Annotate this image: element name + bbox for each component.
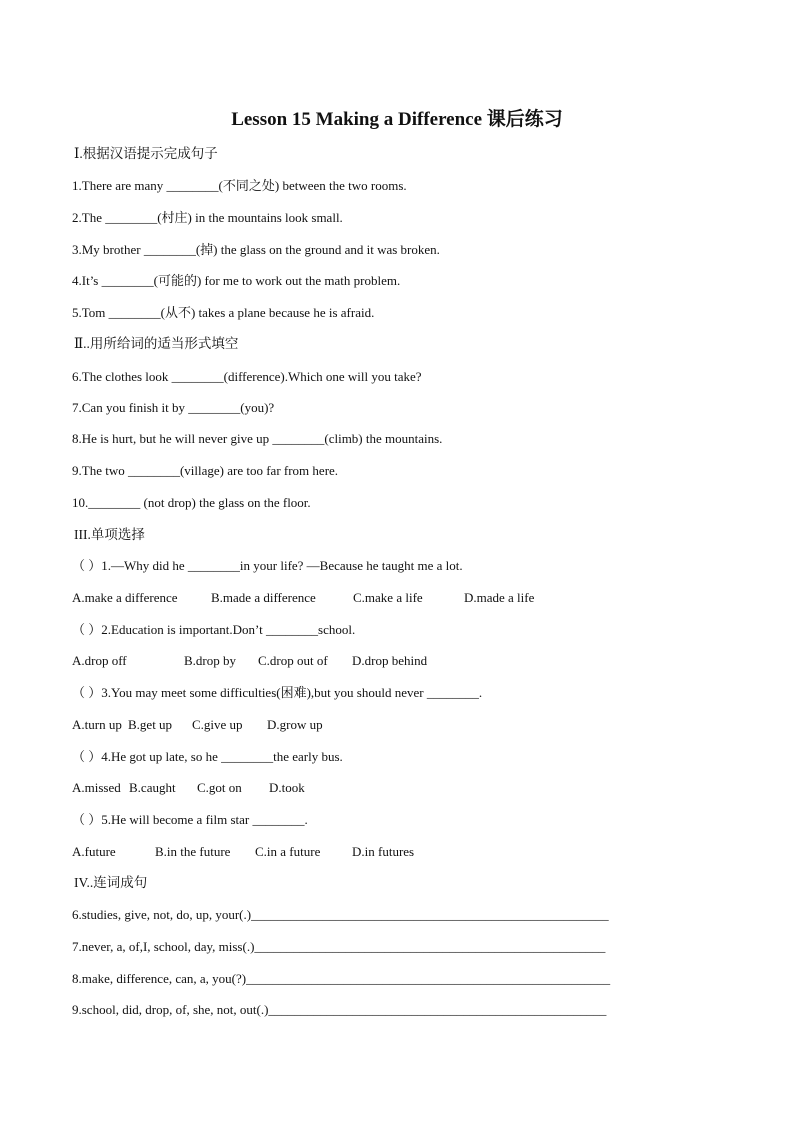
mc-options-row (72, 653, 722, 669)
section-4-item: 8.make, difference, can, a, you(?)________________________________________________________ (72, 971, 611, 986)
section-2-item: 10.________ (not drop) the glass on the floor. (72, 495, 311, 510)
mc-question: （ ）3.You may meet some difficulties(困难),but you should never ________. (72, 685, 483, 700)
mc-options-row (72, 717, 722, 733)
section-4-item: 6.studies, give, not, do, up, your(.)_______________________________________________________ (72, 907, 609, 922)
mc-option: B.made a difference (211, 590, 316, 605)
mc-option: B.drop by (184, 653, 236, 668)
mc-option: D.in futures (352, 844, 415, 859)
mc-options-row (72, 844, 722, 860)
section-4-heading: IV..连词成句 (74, 875, 148, 890)
mc-option: D.took (269, 780, 305, 795)
section-4-item: 9.school, did, drop, of, she, not, out(.)____________________________________________________ (72, 1002, 607, 1017)
mc-option: C.got on (197, 780, 242, 795)
mc-question: （ ）5.He will become a film star ________. (72, 812, 308, 827)
mc-option: A.turn up (72, 717, 122, 732)
section-2-item: 6.The clothes look ________(difference).Which one will you take? (72, 369, 422, 384)
mc-option: C.drop out of (258, 653, 328, 668)
section-1-item: 5.Tom ________(从不) takes a plane because he is afraid. (72, 305, 375, 320)
mc-option: A.future (72, 844, 116, 859)
section-1-item: 3.My brother ________(掉) the glass on the ground and it was broken. (72, 242, 440, 257)
section-2-item: 8.He is hurt, but he will never give up ________(climb) the mountains. (72, 431, 443, 446)
mc-option: A.missed (72, 780, 121, 795)
mc-option: A.drop off (72, 653, 127, 668)
section-2-item: 9.The two ________(village) are too far from here. (72, 463, 339, 478)
section-3-heading: III.单项选择 (74, 527, 145, 542)
mc-question: （ ）1.—Why did he ________in your life? —Because he taught me a lot. (72, 558, 463, 573)
mc-option: C.give up (192, 717, 243, 732)
section-1-item: 4.It’s ________(可能的) for me to work out the math problem. (72, 273, 401, 288)
mc-option: A.make a difference (72, 590, 178, 605)
mc-option: B.in the future (155, 844, 231, 859)
mc-option: C.make a life (353, 590, 423, 605)
mc-option: D.grow up (267, 717, 323, 732)
mc-option: B.caught (129, 780, 176, 795)
page-title: Lesson 15 Making a Difference 课后练习 (231, 109, 563, 130)
mc-options-row (72, 590, 722, 606)
section-1-item: 2.The ________(村庄) in the mountains look small. (72, 210, 343, 225)
mc-question: （ ）4.He got up late, so he ________the early bus. (72, 749, 343, 764)
mc-option: D.made a life (464, 590, 535, 605)
section-1-item: 1.There are many ________(不同之处) between the two rooms. (72, 178, 407, 193)
mc-options-row (72, 780, 722, 796)
mc-option: C.in a future (255, 844, 321, 859)
section-2-item: 7.Can you finish it by ________(you)? (72, 400, 275, 415)
section-4-item: 7.never, a, of,I, school, day, miss(.)______________________________________________________ (72, 939, 606, 954)
section-2-heading: Ⅱ..用所给词的适当形式填空 (74, 336, 239, 351)
section-1-heading: Ⅰ.根据汉语提示完成句子 (74, 146, 218, 161)
mc-option: B.get up (128, 717, 173, 732)
mc-question: （ ）2.Education is important.Don’t ________school. (72, 622, 356, 637)
mc-option: D.drop behind (352, 653, 428, 668)
